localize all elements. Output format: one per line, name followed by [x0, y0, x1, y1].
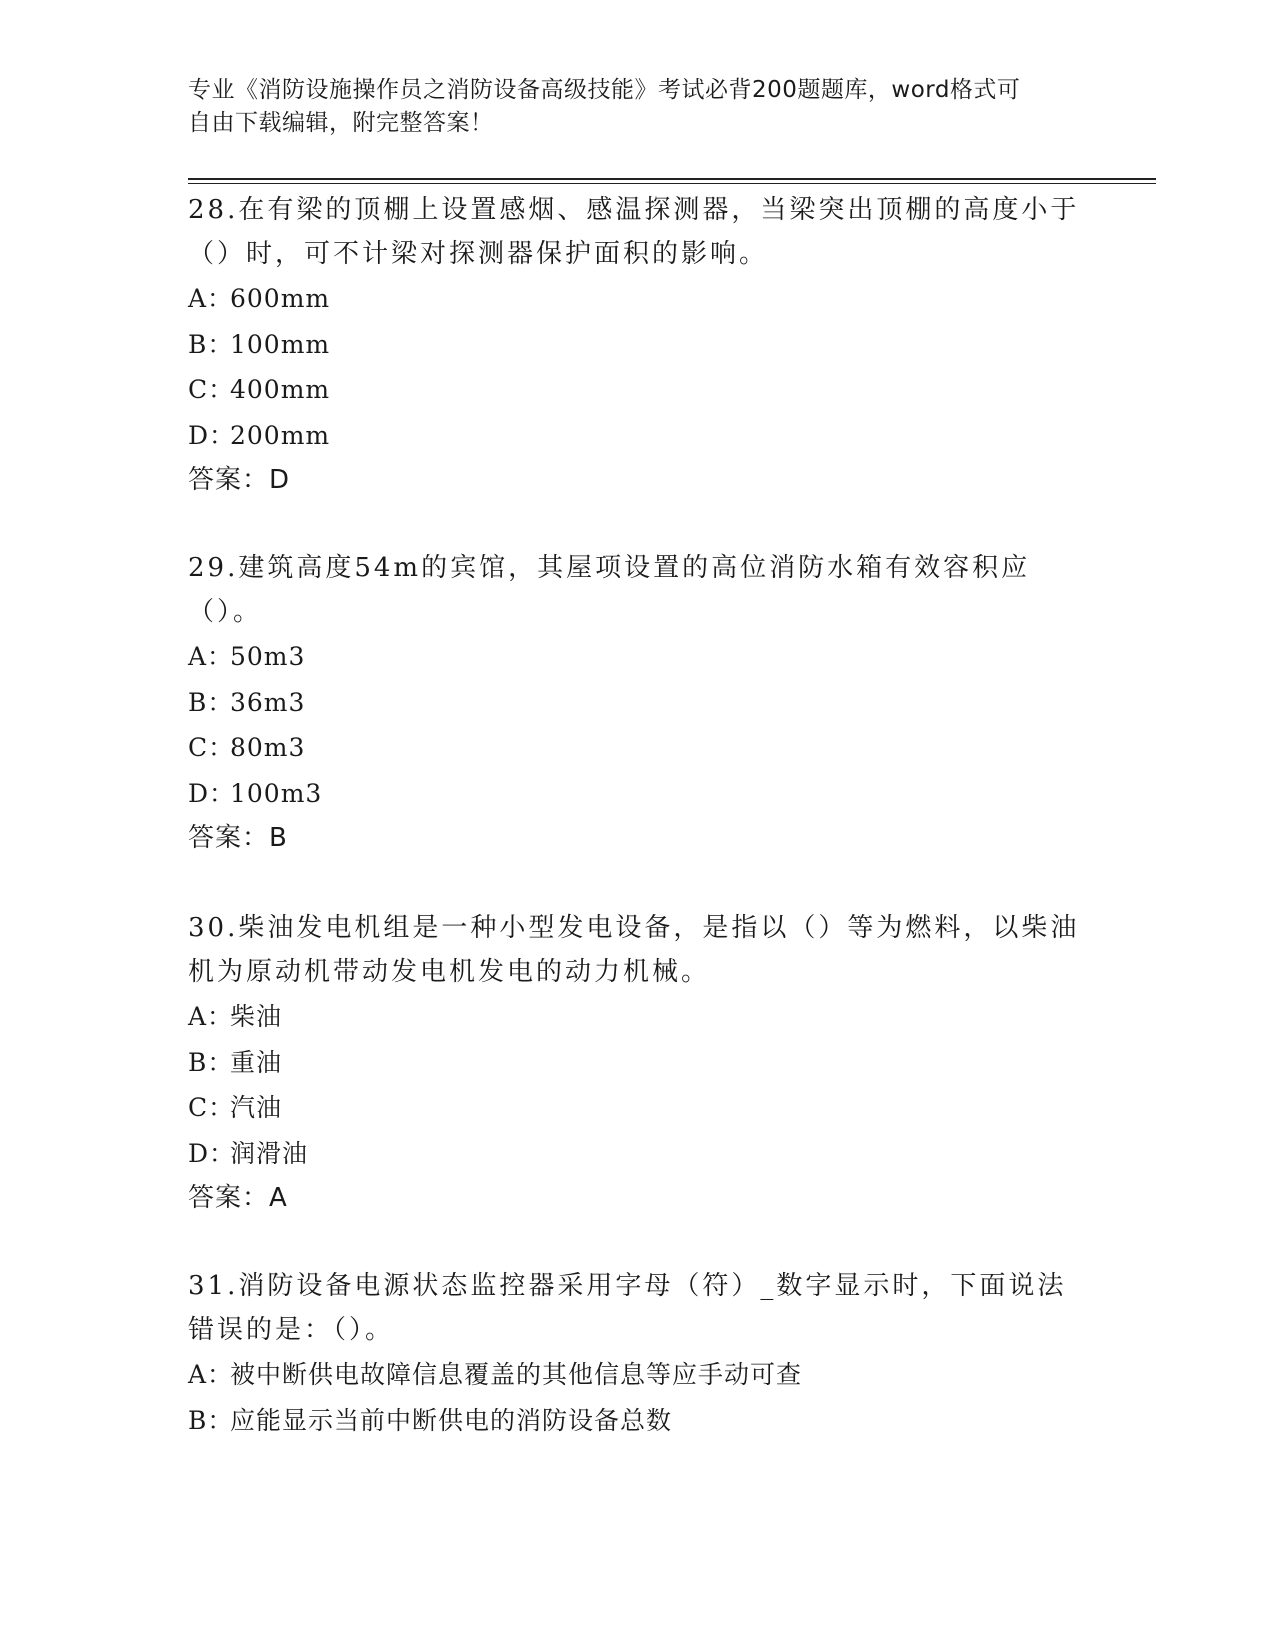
- answer: 答案：B: [188, 823, 288, 853]
- option-key: C：: [188, 733, 235, 762]
- option-key: C：: [188, 1093, 235, 1122]
- option-value: 200mm: [230, 420, 331, 450]
- option-a: [188, 276, 1088, 322]
- option-key: B：: [188, 1047, 234, 1077]
- option-c: [188, 1085, 1088, 1131]
- option-key: D：: [188, 778, 236, 808]
- question-31: [188, 1264, 1088, 1443]
- answer: 答案：D: [188, 465, 291, 495]
- option-a: [188, 634, 1088, 680]
- option-value: 润滑油: [230, 1138, 309, 1168]
- option-value: 600mm: [230, 284, 331, 313]
- option-value: 36m3: [230, 687, 306, 717]
- option-b: [188, 680, 1088, 726]
- header-line-1: 专业《消防设施操作员之消防设备高级技能》考试必背200题题库，word格式可: [188, 77, 1021, 103]
- option-value: 80m3: [230, 733, 306, 762]
- option-a: [188, 994, 1088, 1040]
- option-value: 应能显示当前中断供电的消防设备总数: [230, 1405, 673, 1435]
- option-d: [188, 413, 1088, 459]
- option-value: 50m3: [230, 642, 306, 671]
- option-value: 100mm: [230, 329, 331, 359]
- option-key: B：: [188, 1405, 234, 1435]
- option-value: 100m3: [230, 778, 323, 808]
- option-key: D：: [188, 420, 236, 450]
- header-rule-thick: [188, 178, 1156, 180]
- option-c: [188, 367, 1088, 413]
- option-key: A：: [188, 642, 234, 671]
- document-header: [188, 74, 1088, 140]
- option-value: 被中断供电故障信息覆盖的其他信息等应手动可查: [230, 1360, 803, 1389]
- option-c: [188, 725, 1088, 771]
- question-text: 30.柴油发电机组是一种小型发电设备，是指以（）等为燃料，以柴油机为原动机带动发电机发电的动力机械。: [188, 913, 1080, 987]
- option-key: B：: [188, 687, 234, 717]
- option-key: C：: [188, 375, 235, 404]
- header-rule-thin: [188, 183, 1156, 184]
- option-value: 汽油: [230, 1093, 283, 1122]
- option-key: A：: [188, 284, 234, 313]
- option-a: [188, 1352, 1088, 1398]
- header-line-2: 自由下载编辑，附完整答案！: [188, 110, 494, 136]
- option-b: [188, 1398, 1088, 1444]
- option-value: 400mm: [230, 375, 331, 404]
- answer: 答案：A: [188, 1183, 288, 1213]
- option-d: [188, 771, 1088, 817]
- option-key: D：: [188, 1138, 236, 1168]
- option-b: [188, 1040, 1088, 1086]
- question-28: [188, 188, 1088, 502]
- option-d: [188, 1131, 1088, 1177]
- question-text: 29.建筑高度54m的宾馆，其屋项设置的高位消防水箱有效容积应（）。: [188, 553, 1031, 627]
- option-key: A：: [188, 1002, 234, 1031]
- option-key: B：: [188, 329, 234, 359]
- option-b: [188, 322, 1088, 368]
- question-30: [188, 906, 1088, 1220]
- option-value: 柴油: [230, 1002, 283, 1031]
- question-29: [188, 546, 1088, 860]
- option-value: 重油: [230, 1047, 283, 1077]
- option-key: A：: [188, 1360, 234, 1389]
- question-text: 31.消防设备电源状态监控器采用字母（符）_数字显示时，下面说法错误的是：（）。: [188, 1271, 1067, 1345]
- question-text: 28.在有梁的顶棚上设置感烟、感温探测器，当梁突出顶棚的高度小于（）时，可不计梁对探测器保护面积的影响。: [188, 195, 1080, 269]
